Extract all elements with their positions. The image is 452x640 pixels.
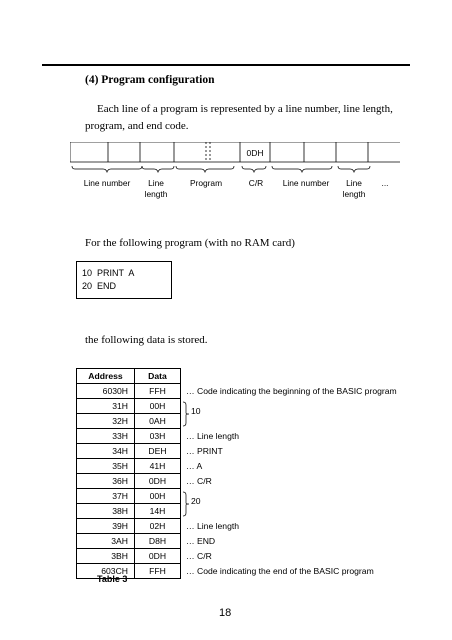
cell-address: 38H [77, 504, 135, 519]
cell-note: … PRINT [186, 446, 223, 456]
cell-address: 3AH [77, 534, 135, 549]
brace-group [72, 166, 370, 172]
label-line-length-1: Line length [144, 178, 168, 199]
cell-address: 33H [77, 429, 135, 444]
table-row [77, 429, 397, 444]
top-rule [42, 64, 410, 66]
cell-data: 03H [135, 429, 181, 444]
brace-label: 20 [191, 495, 201, 506]
cell-address: 31H [77, 399, 135, 414]
label-line-length-2: Line length [342, 178, 366, 199]
cell-note: … Line length [186, 431, 240, 441]
cell-note: … Code indicating the end of the BASIC program [186, 566, 374, 576]
brace-label: 10 [191, 405, 201, 416]
cell-note: … C/R [186, 476, 212, 486]
table-row [77, 444, 397, 459]
cell-address: 6030H [77, 384, 135, 399]
cell-row [70, 142, 400, 162]
label-ellipsis: ... [381, 178, 389, 188]
follow-text: For the following program (with no RAM card) [85, 237, 295, 249]
code-line: 20 END [82, 281, 117, 291]
cell-address: 36H [77, 474, 135, 489]
cell-note: … Code indicating the beginning of the BASIC program [186, 386, 397, 396]
cell-note: … C/R [186, 551, 212, 561]
label-line-number-2: Line number [282, 178, 330, 188]
end-code-cell-text: 0DH [246, 148, 264, 158]
code-listing-box [76, 261, 172, 299]
table-row [77, 399, 397, 414]
cell-data: 02H [135, 519, 181, 534]
header-blank [181, 369, 397, 384]
section-heading: (4) Program configuration [85, 74, 215, 86]
table-header-row [77, 369, 397, 384]
cell-note: … Line length [186, 521, 240, 531]
cell-note: … A [186, 461, 203, 471]
brace-note-10 [181, 399, 397, 429]
cell-data: 00H [135, 399, 181, 414]
cell-address: 34H [77, 444, 135, 459]
table-row [77, 459, 397, 474]
cell-data: DEH [135, 444, 181, 459]
cell-data: 41H [135, 459, 181, 474]
header-address: Address [77, 369, 135, 384]
cell-address: 32H [77, 414, 135, 429]
brace-icon [182, 491, 190, 517]
cell-data: 0DH [135, 549, 181, 564]
cell-address: 3BH [77, 549, 135, 564]
stored-text: the following data is stored. [85, 334, 208, 346]
page-number: 18 [219, 607, 232, 619]
table-row [77, 384, 397, 399]
cell-data: 14H [135, 504, 181, 519]
cell-address: 603CH [77, 564, 135, 579]
brace-note-20 [181, 489, 397, 519]
table-row [77, 534, 397, 549]
cell-data: FFH [135, 384, 181, 399]
memory-table [76, 368, 397, 579]
brace-icon [182, 401, 190, 427]
label-line-number-1: Line number [83, 178, 131, 188]
cell-address: 35H [77, 459, 135, 474]
intro-paragraph: Each line of a program is represented by a line number, line length, program, and end code. [85, 103, 393, 132]
label-program: Program [189, 178, 223, 188]
label-cr: C/R [248, 178, 264, 188]
table-row [77, 474, 397, 489]
table-caption: Table 3 [97, 574, 128, 584]
cell-address: 39H [77, 519, 135, 534]
program-structure-diagram [70, 142, 405, 214]
table-row [77, 519, 397, 534]
cell-data: D8H [135, 534, 181, 549]
header-data: Data [135, 369, 181, 384]
cell-data: 0DH [135, 474, 181, 489]
cell-data: 00H [135, 489, 181, 504]
cell-data: 0AH [135, 414, 181, 429]
cell-address: 37H [77, 489, 135, 504]
table-row [77, 489, 397, 504]
cell-note: … END [186, 536, 216, 546]
code-line: 10 PRINT A [82, 268, 135, 278]
cell-data: FFH [135, 564, 181, 579]
table-row [77, 549, 397, 564]
